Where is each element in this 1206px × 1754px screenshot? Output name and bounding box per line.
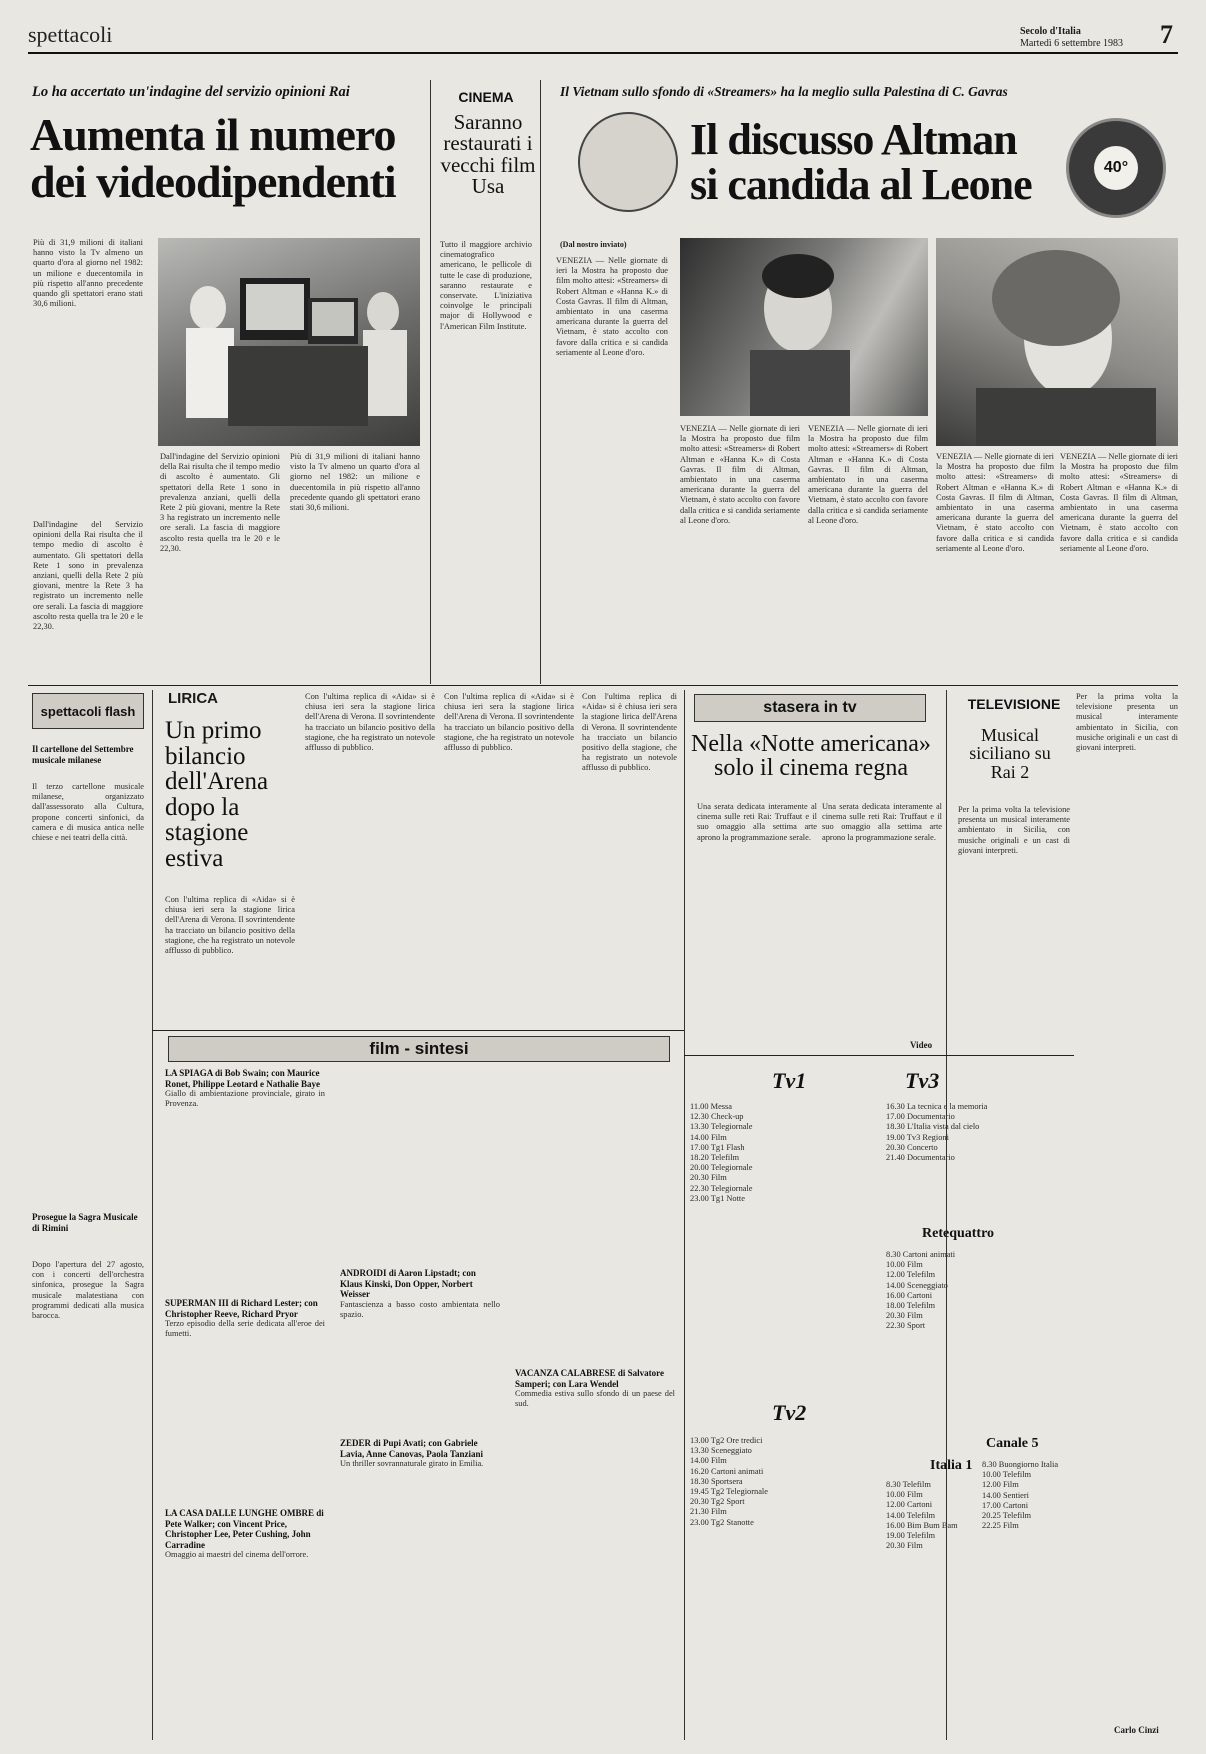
stasera-headline: Nella «Notte americana» solo il cinema regna bbox=[691, 731, 931, 782]
cinema-label: CINEMA bbox=[458, 89, 514, 105]
flash-body-1: Il terzo cartellone musicale milanese, organizzato dall'assessorato alla Cultura, propone concerti sinfonici, da camera e di musica antica nelle chiese e nei teatri della città. bbox=[32, 782, 144, 843]
article-headline: Aumenta il numero dei videodipendenti bbox=[30, 109, 396, 207]
article-lead: Più di 31,9 milioni di italiani hanno visto la Tv almeno un quarto d'ora al giorno nel 1982: un milione e duecentomila in più rispetto all'anno precedente quando gli spettatori erano stati 30,6 milioni. bbox=[33, 238, 143, 309]
flash-label: spettacoli flash bbox=[32, 693, 144, 729]
tv2-title: Tv2 bbox=[772, 1400, 807, 1425]
cinema-headline: Saranno restaurati i vecchi film Usa bbox=[440, 110, 536, 199]
film-item-1: LA SPIAGA di Bob Swain; con Maurice Ronet, Philippe Leotard e Nathalie Baye Giallo di ambientazione provinciale, girato in Provenza. bbox=[165, 1068, 325, 1109]
flash-title-1: Il cartellone del Settembre musicale milanese bbox=[32, 744, 134, 765]
canale5-list: 8.30 Buongiorno Italia 10.00 Telefilm 12.00 Film 14.00 Sentieri 17.00 Cartoni 20.25 Telefilm 22.25 Film bbox=[982, 1460, 1059, 1531]
lirica-body: Con l'ultima replica di «Aida» si è chiusa ieri sera la stagione lirica dell'Arena di Verona. Il sovrintendente ha tracciato un bilancio positivo della stagione, che ha registrato un notevole afflusso di pubblico. bbox=[165, 895, 295, 956]
lirica-label: LIRICA bbox=[168, 690, 218, 707]
badge-number: 40° bbox=[1094, 146, 1138, 190]
altman-photo-hanna bbox=[936, 238, 1178, 446]
stasera-signature: Video bbox=[910, 1040, 933, 1050]
tv2-list: 13.00 Tg2 Ore tredici 13.30 Sceneggiato 14.00 Film 16.20 Cartoni animati 18.30 Sportsera 19.45 Tg2 Telegiornale 20.30 Tg2 Sport 21.30 Film 23.00 Tg2 Stanotte bbox=[690, 1436, 768, 1527]
newspaper-name: Secolo d'Italia bbox=[1020, 26, 1081, 37]
photo-actor-portrait bbox=[680, 238, 928, 416]
retequattro-title: Retequattro bbox=[922, 1226, 995, 1241]
film-item-3: LA CASA DALLE LUNGHE OMBRE di Pete Walker; con Vincent Price, Christopher Lee, Peter Cushing, John Carradine Omaggio ai maestri del cinema dell'orrore. bbox=[165, 1508, 324, 1559]
film-item-6: VACANZA CALABRESE di Salvatore Samperi; con Lara Wendel Commedia estiva sullo sfondo di un paese del sud. bbox=[515, 1368, 675, 1409]
article-body: Dall'indagine del Servizio opinioni della Rai risulta che il tempo medio di ascolto è aumentato. Gli spettatori della Rete 1 sono in prevalenza anziani, quelli della Rete 2 più giovani, mentre la Rete 3 ha registrato un incremento nelle ore serali. La fascia di maggiore ascolto resta quella tra le 20 e le 22,30. bbox=[33, 520, 143, 632]
lirica-body-col2: Con l'ultima replica di «Aida» si è chiusa ieri sera la stagione lirica dell'Arena di Verona. Il sovrintendente ha tracciato un bilancio positivo della stagione, che ha registrato un notevole afflusso di pubblico. bbox=[305, 692, 435, 753]
televisione-label: TELEVISIONE bbox=[967, 696, 1061, 712]
altman-kicker: Il Vietnam sullo sfondo di «Streamers» ha la meglio sulla Palestina di C. Gavras bbox=[560, 84, 1008, 99]
flash-title-2: Prosegue la Sagra Musicale di Rimini bbox=[32, 1212, 138, 1233]
film-sintesi-label: film - sintesi bbox=[168, 1036, 670, 1062]
tv3-list: 16.30 La tecnica e la memoria 17.00 Documentario 18.30 L'Italia vista dal cielo 19.00 Tv3 Regioni 20.30 Concerto 21.40 Documentario bbox=[886, 1102, 988, 1163]
article-body-col3: Più di 31,9 milioni di italiani hanno visto la Tv almeno un quarto d'ora al giorno nel 1982: un milione e duecentomila in più rispetto all'anno precedente quando gli spettatori erano stati 30,6 milioni. bbox=[290, 452, 420, 513]
altman-body-col4: VENEZIA — Nelle giornate di ieri la Mostra ha proposto due film molto attesi: «Streamers» di Robert Altman e «Hanna K.» di Costa Gavras. Il film di Altman, ambientato in una caserma americana durante la guerra del Vietnam, è stato accolto con favore dalla critica e si candida seriamente al Leone d'oro. bbox=[936, 452, 1054, 553]
stasera-body: Una serata dedicata interamente al cinema sulle reti Rai: Truffaut e il suo omaggio alla settima arte aprono la programmazione serale. bbox=[697, 802, 817, 842]
photo-actress-portrait bbox=[936, 238, 1178, 446]
page-number: 7 bbox=[1160, 20, 1173, 49]
televisione-body-col2: Per la prima volta la televisione presenta un musical interamente ambientato in Sicilia, con musiche originali e un cast di giovani interpreti. bbox=[1076, 692, 1178, 753]
article-body-col2: Dall'indagine del Servizio opinioni della Rai risulta che il tempo medio di ascolto è aumentato. Gli spettatori della Rete 1 sono in prevalenza anziani, quelli della Rete 2 più giovani, mentre la Rete 3 ha registrato un incremento nelle ore serali. La fascia di maggiore ascolto resta quella tra le 20 e le 22,30. bbox=[160, 452, 280, 553]
article-kicker: Lo ha accertato un'indagine del servizio opinioni Rai bbox=[32, 84, 350, 100]
televisione-headline: Musical siciliano su Rai 2 bbox=[969, 725, 1051, 782]
article-photo bbox=[158, 238, 420, 446]
altman-body-col5: VENEZIA — Nelle giornate di ieri la Mostra ha proposto due film molto attesi: «Streamers» di Robert Altman e «Hanna K.» di Costa Gavras. Il film di Altman, ambientato in una caserma americana durante la guerra del Vietnam, è stato accolto con favore dalla critica e si candida seriamente al Leone d'oro. bbox=[1060, 452, 1178, 553]
stasera-body-col2: Una serata dedicata interamente al cinema sulle reti Rai: Truffaut e il suo omaggio alla settima arte aprono la programmazione serale. bbox=[822, 802, 942, 842]
lirica-headline: Un primo bilancio dell'Arena dopo la stagione estiva bbox=[165, 717, 269, 872]
cinema-body: Tutto il maggiore archivio cinematografico americano, le pellicole di tutte le case di produzione, saranno restaurate e conservate. L'iniziativa coinvolge le principali major di Hollywood e l'American Film Institute. bbox=[440, 240, 532, 331]
altman-body: VENEZIA — Nelle giornate di ieri la Mostra ha proposto due film molto attesi: «Streamers» di Robert Altman e «Hanna K.» di Costa Gavras. Il film di Altman, ambientato in una caserma americana durante la guerra del Vietnam, è stato accolto con favore dalla critica e si candida seriamente al Leone d'oro. bbox=[556, 256, 668, 357]
issue-date: Martedì 6 settembre 1983 bbox=[1020, 38, 1124, 49]
canale5-title: Canale 5 bbox=[986, 1436, 1039, 1451]
tv1-list: 11.00 Messa 12.30 Check-up 13.30 Telegiornale 14.00 Film 17.00 Tg1 Flash 18.20 Telefilm 20.00 Telegiornale 20.30 Film 22.30 Telegiornale 23.00 Tg1 Notte bbox=[690, 1102, 753, 1203]
tv-listings bbox=[690, 1060, 1070, 1740]
film-sintesi-list bbox=[165, 1068, 675, 1743]
film-item-2: SUPERMAN III di Richard Lester; con Christopher Reeve, Richard Pryor Terzo episodio della serie dedicata all'eroe dei fumetti. bbox=[165, 1298, 325, 1339]
mostra-badge bbox=[1066, 118, 1166, 218]
retequattro-list: 8.30 Cartoni animati 10.00 Film 12.00 Telefilm 14.00 Sceneggiato 16.00 Cartoni 18.00 Telefilm 20.30 Film 22.30 Sport bbox=[886, 1250, 956, 1331]
televisione-signature: Carlo Cinzi bbox=[1114, 1725, 1159, 1735]
film-item-4: ANDROIDI di Aaron Lipstadt; con Klaus Kinski, Don Opper, Norbert Weisser Fantascienza a basso costo ambientata nello spazio. bbox=[340, 1268, 500, 1319]
altman-photo-streamers bbox=[680, 238, 928, 416]
photo-computer-users bbox=[158, 238, 420, 446]
tv1-title: Tv1 bbox=[772, 1068, 807, 1093]
televisione-body: Per la prima volta la televisione presenta un musical interamente ambientato in Sicilia, con musiche originali e un cast di giovani interpreti. bbox=[958, 805, 1070, 855]
italia1-list: 8.30 Telefilm 10.00 Film 12.00 Cartoni 14.00 Telefilm 16.00 Bim Bum Bam 19.00 Telefilm 20.30 Film bbox=[886, 1480, 958, 1551]
flash-body-2: Dopo l'apertura del 27 agosto, con i concerti dell'orchestra sinfonica, prosegue la Sagra musicale malatestiana con programmi dedicati alla musica barocca. bbox=[32, 1260, 144, 1321]
altman-byline: (Dal nostro inviato) bbox=[560, 240, 627, 249]
film-item-5: ZEDER di Pupi Avati; con Gabriele Lavia, Anne Canovas, Paola Tanziani Un thriller sovrannaturale girato in Emilia. bbox=[340, 1438, 484, 1468]
seal-emblem bbox=[578, 112, 678, 212]
stasera-label: stasera in tv bbox=[694, 694, 926, 722]
altman-body-col2: VENEZIA — Nelle giornate di ieri la Mostra ha proposto due film molto attesi: «Streamers» di Robert Altman e «Hanna K.» di Costa Gavras. Il film di Altman, ambientato in una caserma americana durante la guerra del Vietnam, è stato accolto con favore dalla critica e si candida seriamente al Leone d'oro. bbox=[680, 424, 800, 525]
altman-body-col3: VENEZIA — Nelle giornate di ieri la Mostra ha proposto due film molto attesi: «Streamers» di Robert Altman e «Hanna K.» di Costa Gavras. Il film di Altman, ambientato in una caserma americana durante la guerra del Vietnam, è stato accolto con favore dalla critica e si candida seriamente al Leone d'oro. bbox=[808, 424, 928, 525]
section-title: spettacoli bbox=[28, 22, 113, 47]
tv3-title: Tv3 bbox=[905, 1068, 940, 1093]
lirica-body-col4: Con l'ultima replica di «Aida» si è chiusa ieri sera la stagione lirica dell'Arena di Verona. Il sovrintendente ha tracciato un bilancio positivo della stagione, che ha registrato un notevole afflusso di pubblico. bbox=[582, 692, 677, 773]
lirica-body-col3: Con l'ultima replica di «Aida» si è chiusa ieri sera la stagione lirica dell'Arena di Verona. Il sovrintendente ha tracciato un bilancio positivo della stagione, che ha registrato un notevole afflusso di pubblico. bbox=[444, 692, 574, 753]
italia1-title: Italia 1 bbox=[930, 1458, 973, 1473]
altman-headline: Il discusso Altman si candida al Leone bbox=[690, 115, 1032, 209]
